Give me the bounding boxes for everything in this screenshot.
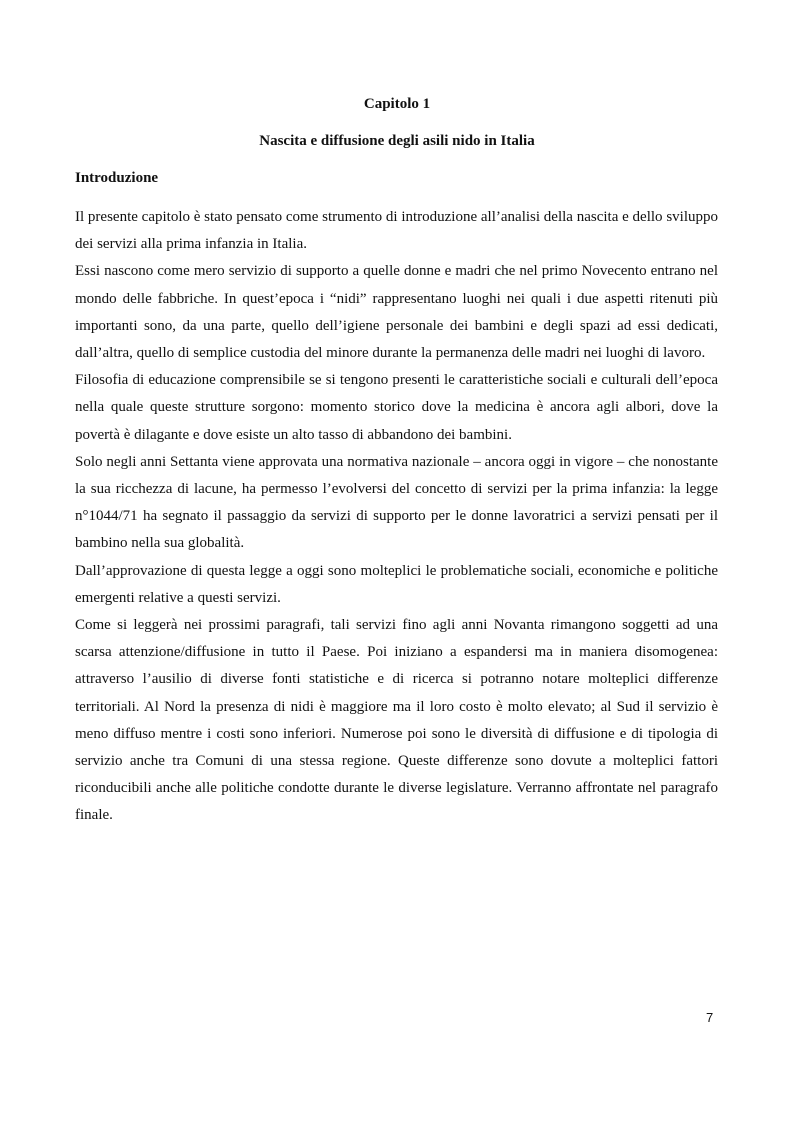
- page-number: 7: [706, 1010, 714, 1025]
- chapter-title: Nascita e diffusione degli asili nido in Italia: [259, 133, 535, 149]
- chapter-number: Capitolo 1: [363, 96, 431, 112]
- paragraph: Il presente capitolo è stato pensato come strumento di introduzione all’analisi della nascita e dello sviluppo dei servizi alla prima infanzia in Italia.: [75, 209, 718, 253]
- body-text: [75, 204, 718, 830]
- paragraph: Dall’approvazione di questa legge a oggi sono molteplici le problematiche sociali, economiche e politiche emergenti relative a questi servizi.: [75, 562, 718, 606]
- section-heading: Introduzione: [75, 170, 159, 186]
- paragraph: Come si leggerà nei prossimi paragrafi, tali servizi fino agli anni Novanta rimangono soggetti ad una scarsa attenzione/diffusione in tutto il Paese. Poi iniziano a espandersi ma in maniera disomogenea: attraverso l’ausilio di diverse fonti statistiche e di ricerca si potranno notare molteplici differenze territoriali. Al Nord la presenza di nidi è maggiore ma il loro costo è molto elevato; al Sud il servizio è meno diffuso mentre i costi sono inferiori. Numerose poi sono le diversità di diffusione e di tipologia di servizio anche tra Comuni di una stessa regione. Queste differenze sono dovute a molteplici fattori riconducibili anche alle politiche condotte durante le diverse legislature. Verranno affrontate nel paragrafo finale.: [75, 617, 718, 824]
- paragraph: Solo negli anni Settanta viene approvata una normativa nazionale – ancora oggi in vigore – che nonostante la sua ricchezza di lacune, ha permesso l’evolversi del concetto di servizi per la prima infanzia: la legge n°1044/71 ha segnato il passaggio da servizi di supporto per le donne lavoratrici a servizi pensati per il bambino nella sua globalità.: [75, 453, 718, 552]
- paragraph: Filosofia di educazione comprensibile se si tengono presenti le caratteristiche sociali e culturali dell’epoca nella quale queste strutture sorgono: momento storico dove la medicina è ancora agli albori, dove la povertà è dilagante e dove esiste un alto tasso di abbandono dei bambini.: [75, 372, 718, 443]
- paragraph: Essi nascono come mero servizio di supporto a quelle donne e madri che nel primo Novecento entrano nel mondo delle fabbriche. In quest’epoca i “nidi” rappresentano luoghi nei quali i due aspetti ritenuti più importanti sono, da una parte, quello dell’igiene personale dei bambini e degli spazi ad essi dedicati, dall’altra, quello di semplice custodia del minore durante la permanenza delle madri nei luoghi di lavoro.: [75, 263, 718, 362]
